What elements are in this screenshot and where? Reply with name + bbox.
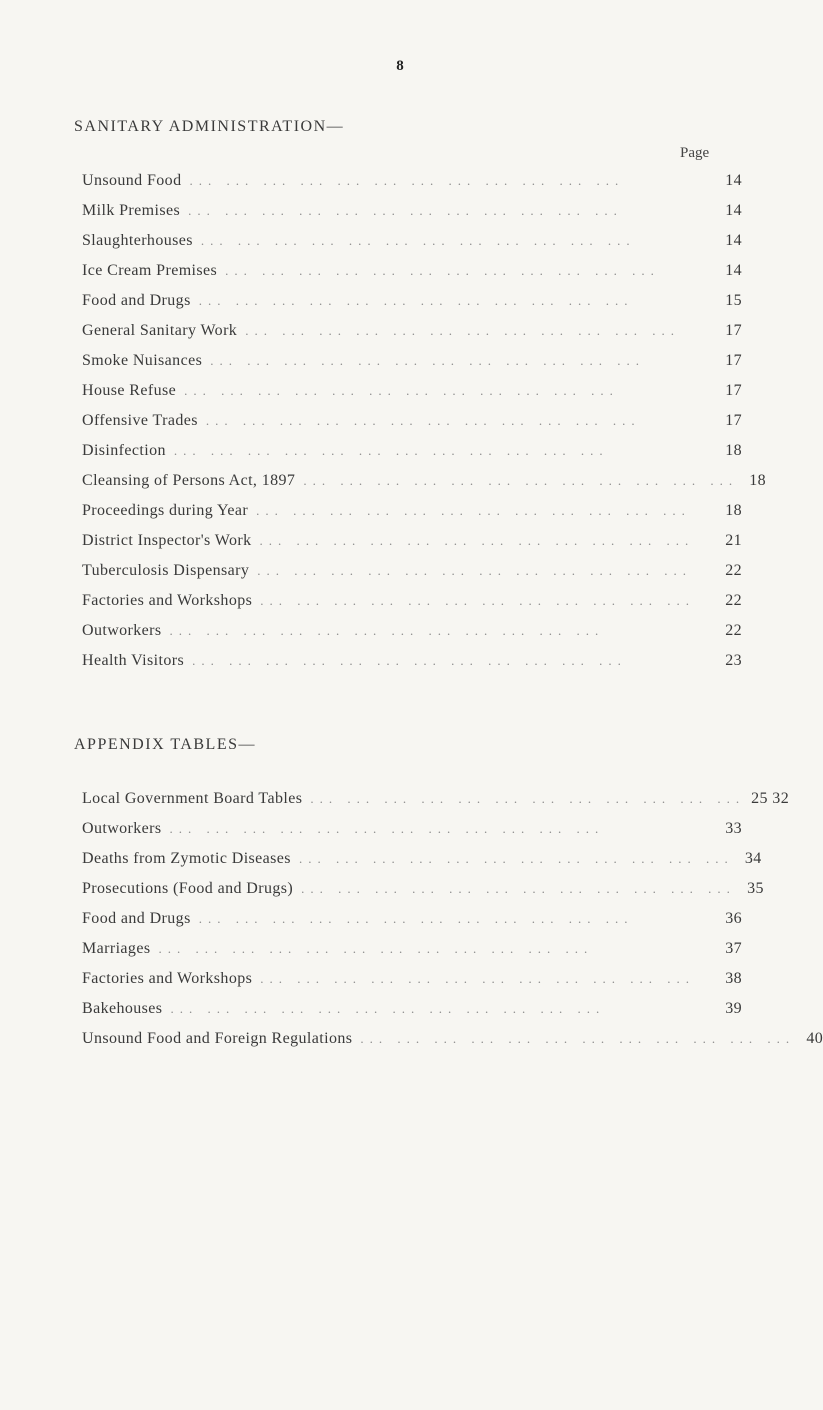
- dot-leader: ... ... ... ... ... ... ... ... ... ... ... ...: [189, 173, 625, 188]
- entry-page-number: 15: [725, 292, 742, 309]
- entry-page-number: 22: [725, 592, 742, 609]
- contents-entry: [82, 592, 742, 622]
- entry-page-number: 35: [747, 880, 764, 897]
- entry-page-number: 34: [744, 850, 762, 867]
- entry-title: Factories and Workshops: [82, 592, 253, 609]
- entry-title: Outworkers: [82, 820, 162, 837]
- entry-page-number: 18: [749, 472, 767, 489]
- entry-page-number: 36: [725, 910, 742, 927]
- entry-title: General Sanitary Work: [82, 322, 238, 339]
- entry-title: Milk Premises: [82, 202, 181, 219]
- contents-entry: [82, 970, 742, 1000]
- entry-page-number: 18: [725, 502, 742, 519]
- contents-entry: [82, 472, 767, 502]
- entry-title: Smoke Nuisances: [82, 352, 203, 369]
- dot-leader: ... ... ... ... ... ... ... ... ... ... ... ...: [192, 653, 627, 668]
- dot-leader: ... ... ... ... ... ... ... ... ... ... ... ...: [198, 911, 634, 926]
- contents-entry: [82, 442, 742, 472]
- dot-leader: ... ... ... ... ... ... ... ... ... ... ... ...: [259, 533, 695, 548]
- entry-page-number: 39: [725, 1000, 742, 1017]
- entry-title: Prosecutions (Food and Drugs): [82, 880, 294, 897]
- dot-leader: ... ... ... ... ... ... ... ... ... ... ... ...: [256, 503, 691, 518]
- page-number: 8: [396, 58, 404, 74]
- entry-page-number: 33: [725, 820, 742, 837]
- entry-title: Cleansing of Persons Act, 1897: [82, 472, 296, 489]
- entry-title: Offensive Trades: [82, 412, 198, 429]
- entry-page-number: 37: [725, 940, 742, 957]
- dot-leader: ... ... ... ... ... ... ... ... ... ... ... ...: [173, 443, 609, 458]
- entry-page-number: 17: [725, 382, 742, 399]
- contents-entry: [82, 790, 790, 820]
- entry-title: Local Government Board Tables: [82, 790, 303, 807]
- contents-entry: [82, 532, 742, 562]
- entry-title: Factories and Workshops: [82, 970, 253, 987]
- contents-entry: [82, 940, 742, 970]
- entry-title: Proceedings during Year: [82, 502, 249, 519]
- dot-leader: ... ... ... ... ... ... ... ... ... ... ... ...: [169, 821, 605, 836]
- entry-page-number: 14: [725, 202, 742, 219]
- appendix-contents-list: [82, 790, 823, 1060]
- contents-entry: [82, 412, 742, 442]
- entry-page-number: 21: [725, 532, 742, 549]
- entry-page-number: 17: [725, 322, 742, 339]
- entry-page-number: 14: [725, 262, 742, 279]
- contents-entry: [82, 910, 742, 940]
- dot-leader: ... ... ... ... ... ... ... ... ... ... ... ...: [210, 353, 645, 368]
- contents-entry: [82, 880, 764, 910]
- sanitary-administration-heading: SANITARY ADMINISTRATION—: [74, 118, 345, 135]
- contents-entry: [82, 652, 742, 682]
- entry-title: Slaughterhouses: [82, 232, 193, 249]
- dot-leader: ... ... ... ... ... ... ... ... ... ... ... ...: [188, 203, 623, 218]
- dot-leader: ... ... ... ... ... ... ... ... ... ... ... ...: [298, 851, 734, 866]
- dot-leader: ... ... ... ... ... ... ... ... ... ... ... ...: [245, 323, 680, 338]
- dot-leader: ... ... ... ... ... ... ... ... ... ... ... ...: [303, 473, 739, 488]
- entry-page-number: 17: [725, 412, 742, 429]
- contents-entry: [82, 1030, 823, 1060]
- contents-entry: [82, 820, 742, 850]
- entry-title: Deaths from Zymotic Diseases: [82, 850, 291, 867]
- entry-page-number: 18: [725, 442, 742, 459]
- dot-leader: ... ... ... ... ... ... ... ... ... ... ... ...: [158, 941, 594, 956]
- contents-entry: [82, 1000, 742, 1030]
- contents-entry: [82, 352, 742, 382]
- contents-entry: [82, 850, 762, 880]
- entry-title: Marriages: [82, 940, 151, 957]
- contents-entry: [82, 562, 742, 592]
- entry-title: Ice Cream Premises: [82, 262, 218, 279]
- dot-leader: ... ... ... ... ... ... ... ... ... ... ... ...: [260, 971, 696, 986]
- contents-entry: [82, 232, 742, 262]
- dot-leader: ... ... ... ... ... ... ... ... ... ... ... ...: [360, 1031, 796, 1046]
- dot-leader: ... ... ... ... ... ... ... ... ... ... ... ...: [260, 593, 696, 608]
- dot-leader: ... ... ... ... ... ... ... ... ... ... ... ...: [257, 563, 693, 578]
- entry-page-number: 38: [725, 970, 742, 987]
- entry-page-number: 25 32: [751, 790, 790, 807]
- entry-page-number: 14: [725, 232, 742, 249]
- contents-entry: [82, 202, 742, 232]
- contents-entry: [82, 322, 742, 352]
- entry-title: Food and Drugs: [82, 292, 191, 309]
- contents-entry: [82, 172, 742, 202]
- entry-page-number: 17: [725, 352, 742, 369]
- entry-page-number: 23: [725, 652, 742, 669]
- entry-page-number: 22: [725, 622, 742, 639]
- entry-title: Tuberculosis Dispensary: [82, 562, 250, 579]
- entry-title: Bakehouses: [82, 1000, 163, 1017]
- dot-leader: ... ... ... ... ... ... ... ... ... ... ... ...: [301, 881, 736, 896]
- entry-page-number: 22: [725, 562, 742, 579]
- contents-entry: [82, 382, 742, 412]
- entry-title: Health Visitors: [82, 652, 185, 669]
- dot-leader: ... ... ... ... ... ... ... ... ... ... ... ...: [169, 623, 605, 638]
- contents-entry: [82, 262, 742, 292]
- dot-leader: ... ... ... ... ... ... ... ... ... ... ... ...: [205, 413, 641, 428]
- entry-page-number: 40: [806, 1030, 823, 1047]
- dot-leader: ... ... ... ... ... ... ... ... ... ... ... ...: [198, 293, 634, 308]
- dot-leader: ... ... ... ... ... ... ... ... ... ... ... ...: [184, 383, 619, 398]
- entry-page-number: 14: [725, 172, 742, 189]
- entry-title: Unsound Food and Foreign Regulations: [82, 1030, 353, 1047]
- entry-title: Food and Drugs: [82, 910, 191, 927]
- page-column-label: Page: [680, 145, 710, 161]
- entry-title: House Refuse: [82, 382, 177, 399]
- contents-entry: [82, 622, 742, 652]
- entry-title: Outworkers: [82, 622, 162, 639]
- dot-leader: ... ... ... ... ... ... ... ... ... ... ... ...: [200, 233, 636, 248]
- sanitary-contents-list: [82, 172, 767, 682]
- appendix-tables-heading: APPENDIX TABLES—: [74, 736, 256, 753]
- entry-title: Disinfection: [82, 442, 166, 459]
- dot-leader: ... ... ... ... ... ... ... ... ... ... ... ...: [225, 263, 660, 278]
- dot-leader: ... ... ... ... ... ... ... ... ... ... ... ...: [170, 1001, 606, 1016]
- contents-entry: [82, 502, 742, 532]
- contents-entry: [82, 292, 742, 322]
- entry-title: District Inspector's Work: [82, 532, 252, 549]
- dot-leader: ... ... ... ... ... ... ... ... ... ... ... ...: [310, 791, 746, 806]
- entry-title: Unsound Food: [82, 172, 182, 189]
